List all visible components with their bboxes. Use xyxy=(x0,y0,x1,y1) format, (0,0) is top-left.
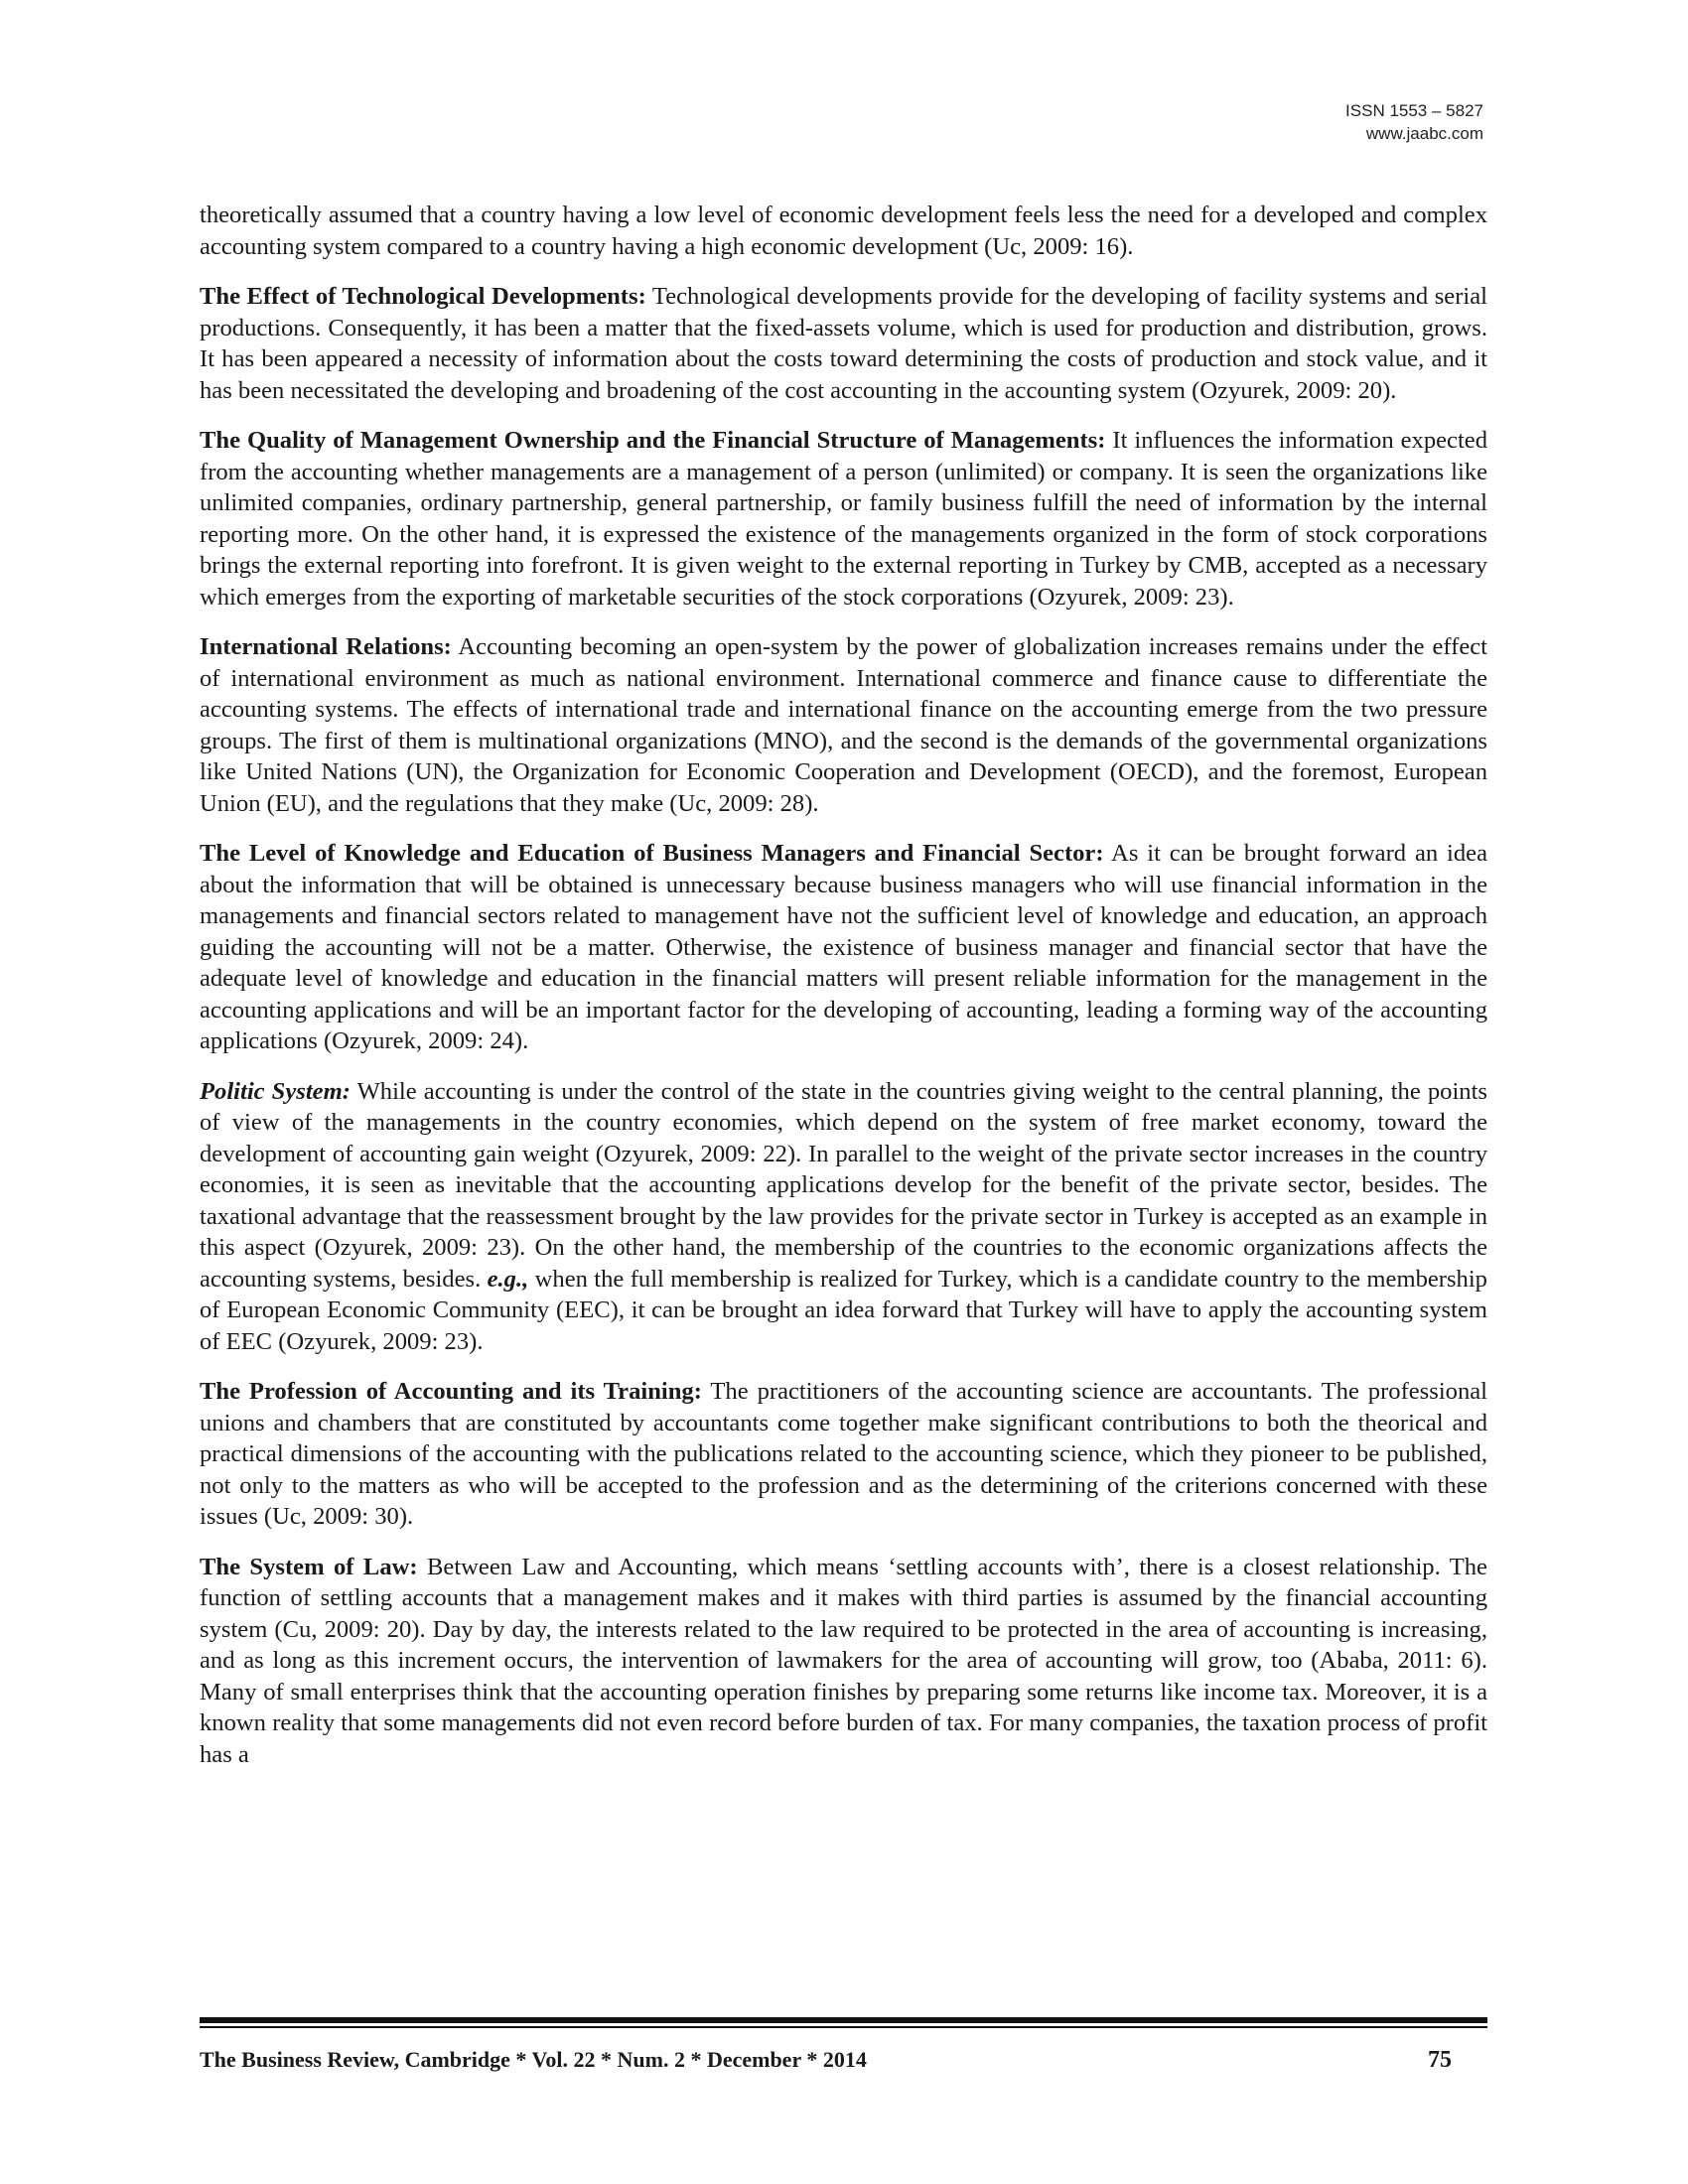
paragraph-text: when the full membership is realized for Turkey, which is a candidate country to the membership of European Economic Community (EEC), it can be brought an idea forward that Turkey will have to apply the accounting system of EEC (Ozyurek, 2009: 23). xyxy=(200,1265,1487,1355)
journal-website: www.jaabc.com xyxy=(1365,124,1483,143)
paragraph-system-of-law xyxy=(200,1552,1487,1771)
journal-citation: The Business Review, Cambridge * Vol. 22 * Num. 2 * December * 2014 xyxy=(200,2047,867,2072)
paragraph-heading: The Profession of Accounting and its Training: xyxy=(200,1378,702,1405)
paragraph-text: theoretically assumed that a country having a low level of economic development feels less the need for a developed and complex accounting system compared to a country having a high economic development (Uc, 2009: 16). xyxy=(200,202,1487,260)
paragraph-text: Technological developments provide for the developing of facility systems and serial productions. Consequently, it has been a matter that the fixed-assets volume, which is used for production and distribution, grows. It has been appeared a necessity of information about the costs toward determining the costs of production and stock value, and it has been necessitated the developing and broadening of the cost accounting in the accounting system (Ozyurek, 2009: 20). xyxy=(200,283,1487,404)
paragraph-continuation xyxy=(200,200,1487,262)
paragraph-technological-developments xyxy=(200,281,1487,406)
page-number: 75 xyxy=(1428,2047,1452,2073)
paragraph-management-ownership xyxy=(200,425,1487,613)
paragraph-profession-training xyxy=(200,1376,1487,1533)
paragraph-text: While accounting is under the control of the state in the countries giving weight to the central planning, the points of view of the managements in the country economies, which depend on the system of free market economy, toward the development of accounting gain weight (Ozyurek, 2009: 22). In parallel to the weight of the private sector increases in the country economies, it is seen as inevitable that the accounting applications develop for the benefit of the private sector, besides. The taxational advantage that the reassessment brought by the law provides for the private sector in Turkey is accepted as an example in this aspect (Ozyurek, 2009: 23). On the other hand, the membership of the countries to the economic organizations affects the accounting systems, besides. xyxy=(200,1077,1487,1293)
footer-divider-thin xyxy=(200,2026,1487,2028)
paragraph-heading: The System of Law: xyxy=(200,1553,418,1580)
paragraph-heading: The Effect of Technological Developments: xyxy=(200,283,646,310)
article-body xyxy=(200,200,1487,1789)
paragraph-text: It influences the information expected from the accounting whether managements are a management of a person (unlimited) or company. It is seen the organizations like unlimited companies, ordinary partnership, general partnership, or family business fulfill the need of information by the internal reporting more. On the other hand, it is expressed the existence of the managements organized in the form of stock corporations brings the external reporting into forefront. It is given weight to the external reporting in Turkey by CMB, accepted as a necessary which emerges from the exporting of marketable securities of the stock corporations (Ozyurek, 2009: 23). xyxy=(200,427,1487,611)
paragraph-text: The practitioners of the accounting science are accountants. The professional unions and chambers that are constituted by accountants come together make significant contributions to both the theorical and practical dimensions of the accounting with the publications related to the accounting science, which they pioneer to be published, not only to the matters as who will be accepted to the profession and as the determining of the criterions concerned with these issues (Uc, 2009: 30). xyxy=(200,1378,1488,1530)
footer-divider xyxy=(200,2017,1487,2023)
paragraph-politic-system xyxy=(200,1076,1487,1358)
paragraph-heading: Politic System: xyxy=(200,1077,351,1105)
paragraph-heading: The Quality of Management Ownership and the Financial Structure of Managements: xyxy=(200,427,1106,454)
issn-label: ISSN 1553 – 5827 xyxy=(1345,101,1483,120)
paragraph-heading: International Relations: xyxy=(200,633,452,660)
paragraph-heading: The Level of Knowledge and Education of Business Managers and Financial Sector: xyxy=(200,840,1104,867)
eg-abbreviation: e.g., xyxy=(487,1265,529,1293)
page-header xyxy=(1345,99,1483,145)
paragraph-international-relations xyxy=(200,631,1487,819)
paragraph-text: Accounting becoming an open-system by the power of globalization increases remains under the effect of international environment as much as national environment. International commerce and finance cause to differentiate the accounting systems. The effects of international trade and international finance on the accounting emerge from the two pressure groups. The first of them is multinational organizations (MNO), and the second is the demands of the governmental organizations like United Nations (UN), the Organization for Economic Cooperation and Development (OECD), and the foremost, European Union (EU), and the regulations that they make (Uc, 2009: 28). xyxy=(200,633,1487,817)
paragraph-text: Between Law and Accounting, which means ‘settling accounts with’, there is a closest relationship. The function of settling accounts that a management makes and it makes with third parties is assumed by the financial accounting system (Cu, 2009: 20). Day by day, the interests related to the law required to be protected in the area of accounting is increasing, and as long as this increment occurs, the intervention of lawmakers for the area of accounting will grow, too (Ababa, 2011: 6). Many of small enterprises think that the accounting operation finishes by preparing some returns like income tax. Moreover, it is a known reality that some managements did not even record before burden of tax. For many companies, the taxation process of profit has a xyxy=(200,1553,1487,1768)
paragraph-knowledge-education xyxy=(200,838,1487,1057)
paragraph-text: As it can be brought forward an idea about the information that will be obtained is unnecessary because business managers who will use financial information in the managements and financial sectors related to management have not the sufficient level of knowledge and education, an approach guiding the accounting will not be a matter. Otherwise, the existence of business manager and financial sector that have the adequate level of knowledge and education in the financial matters will present reliable information for the management in the accounting applications and will be an important factor for the developing of accounting, leading a forming way of the accounting applications (Ozyurek, 2009: 24). xyxy=(200,840,1487,1054)
